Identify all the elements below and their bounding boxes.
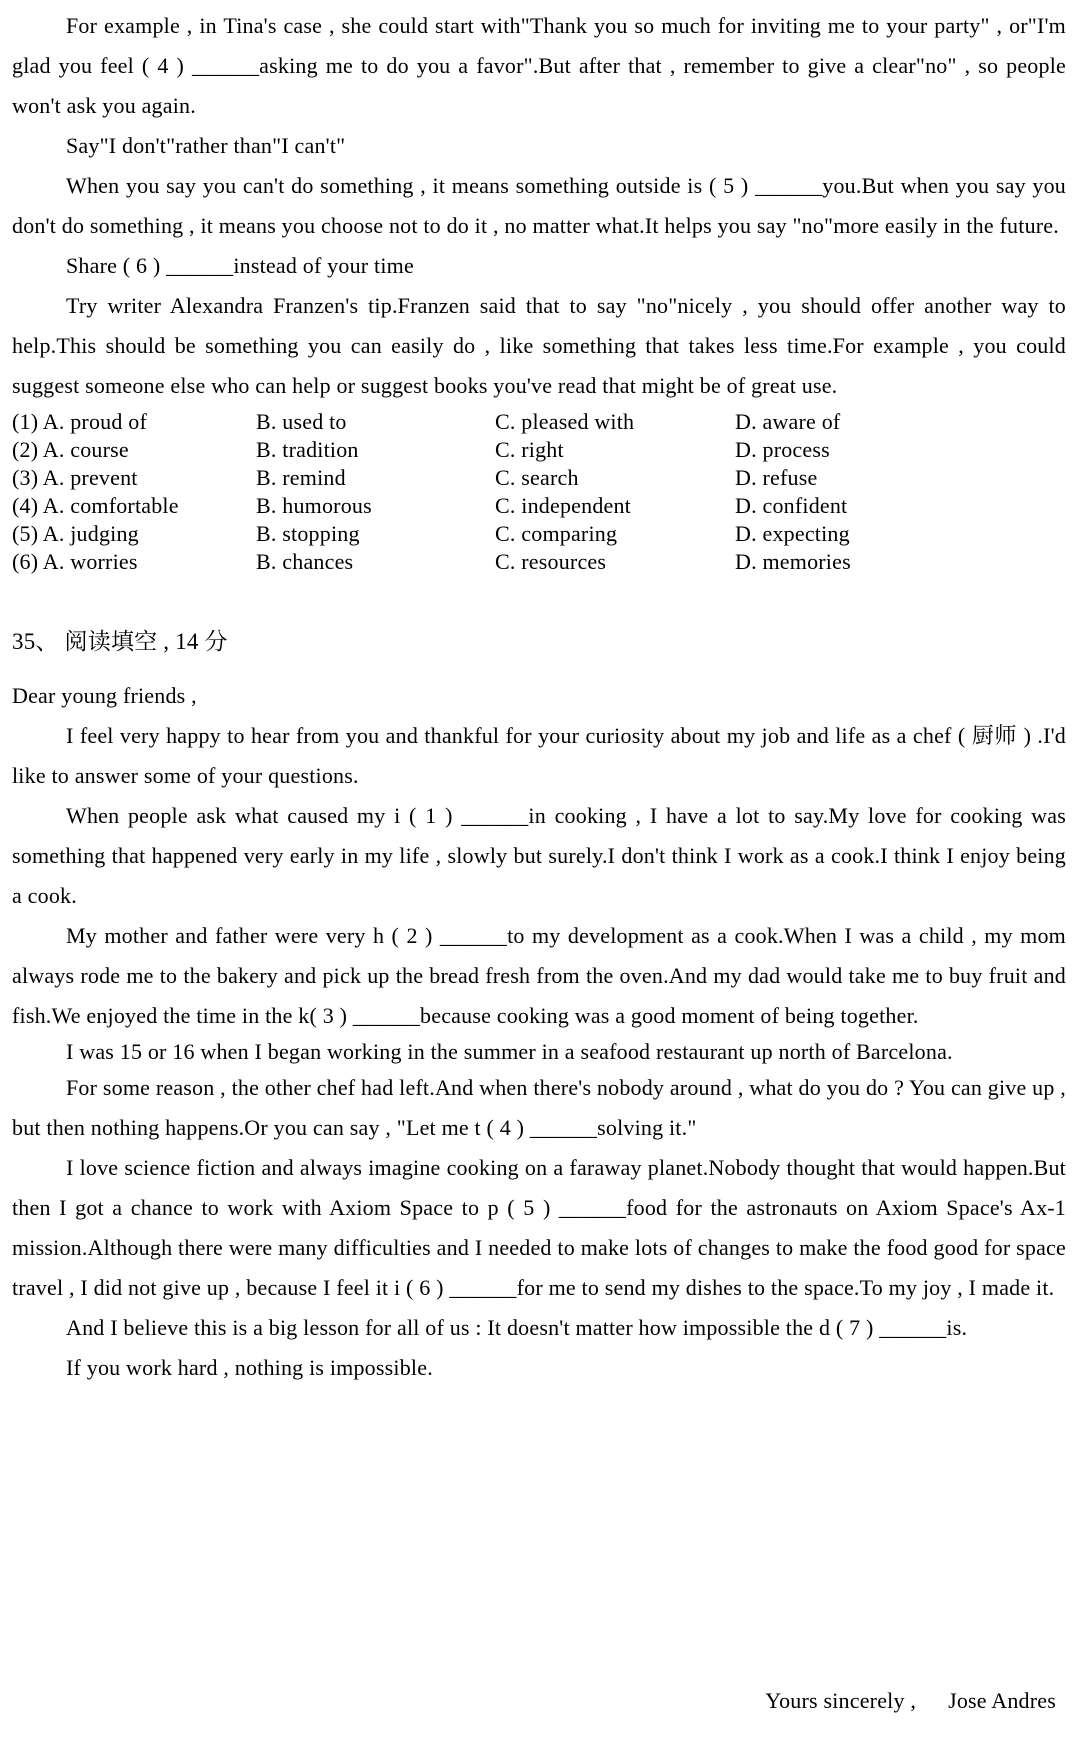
option-cell-b: B. stopping xyxy=(256,521,360,546)
cloze-paragraph: When you say you can't do something , it means something outside is ( 5 ) ______you.But when you say you don't do something , it means you choose not to do it , no matter what.It helps you say "no"more easily in the future. xyxy=(12,173,1066,238)
section-heading: 35、 阅读填空 , 14 分 xyxy=(12,629,228,654)
option-cell-b: B. chances xyxy=(256,549,354,574)
option-cell-d: D. confident xyxy=(735,493,848,518)
option-cell-b: B. humorous xyxy=(256,493,372,518)
option-cell-c: C. right xyxy=(495,437,564,462)
option-cell-c: C. independent xyxy=(495,493,631,518)
option-cell-a: (1) A. proud of xyxy=(12,409,147,434)
letter-paragraph: And I believe this is a big lesson for all of us : It doesn't matter how impossible the d ( 7 ) ______is. xyxy=(66,1315,968,1340)
options-row xyxy=(12,464,1066,492)
options-row xyxy=(12,436,1066,464)
closing-phrase: Yours sincerely , xyxy=(765,1688,917,1713)
reading-fill-section xyxy=(12,676,1066,1388)
cloze-options-table xyxy=(12,408,1066,576)
option-cell-c: C. comparing xyxy=(495,521,618,546)
options-row xyxy=(12,548,1066,576)
cloze-section xyxy=(12,6,1066,576)
option-cell-d: D. expecting xyxy=(735,521,850,546)
letter-paragraph: I love science fiction and always imagine cooking on a faraway planet.Nobody thought that would happen.But then I got a chance to work with Axiom Space to p ( 5 ) ______food for the astronauts on Axiom Space's Ax-1 mission.Although there were many difficulties and I needed to make lots of changes to make the food good for space travel , I did not give up , because I feel it i ( 6 ) ______for me to send my dishes to the space.To my joy , I made it. xyxy=(12,1155,1066,1300)
letter-paragraph: If you work hard , nothing is impossible. xyxy=(66,1355,433,1380)
option-cell-d: D. aware of xyxy=(735,409,841,434)
option-cell-c: C. pleased with xyxy=(495,409,635,434)
option-cell-b: B. used to xyxy=(256,409,347,434)
option-cell-a: (5) A. judging xyxy=(12,521,139,546)
options-row xyxy=(12,408,1066,436)
option-cell-d: D. memories xyxy=(735,549,851,574)
option-cell-b: B. tradition xyxy=(256,437,359,462)
option-cell-b: B. remind xyxy=(256,465,346,490)
option-cell-c: C. search xyxy=(495,465,579,490)
letter-paragraph: When people ask what caused my i ( 1 ) ______in cooking , I have a lot to say.My love for cooking was something that happened very early in my life , slowly but surely.I don't think I work as a cook.I think I enjoy being a cook. xyxy=(12,803,1066,908)
option-cell-a: (2) A. course xyxy=(12,437,129,462)
cloze-paragraph: For example , in Tina's case , she could start with"Thank you so much for inviting me to your party" , or"I'm glad you feel ( 4 ) ______asking me to do you a favor".But after that , remember to give a clear"no" , so people won't ask you again. xyxy=(12,13,1066,118)
letter-paragraph: I was 15 or 16 when I began working in the summer in a seafood restaurant up north of Barcelona. xyxy=(66,1039,953,1064)
option-cell-d: D. refuse xyxy=(735,465,818,490)
cloze-paragraph: Say"I don't"rather than"I can't" xyxy=(66,133,346,158)
salutation: Dear young friends , xyxy=(12,683,197,708)
option-cell-a: (3) A. prevent xyxy=(12,465,138,490)
cloze-paragraph: Share ( 6 ) ______instead of your time xyxy=(66,253,414,278)
option-cell-d: D. process xyxy=(735,437,830,462)
option-cell-c: C. resources xyxy=(495,549,607,574)
option-cell-a: (6) A. worries xyxy=(12,549,138,574)
cloze-paragraph: Try writer Alexandra Franzen's tip.Franzen said that to say "no"nicely , you should offer another way to help.This should be something you can easily do , like something that takes less time.For example , you could suggest someone else who can help or suggest books you've read that might be of great use. xyxy=(12,293,1066,398)
option-cell-a: (4) A. comfortable xyxy=(12,493,179,518)
options-row xyxy=(12,492,1066,520)
options-row xyxy=(12,520,1066,548)
letter-paragraph: I feel very happy to hear from you and thankful for your curiosity about my job and life as a chef ( 厨师 ) .I'd like to answer some of your questions. xyxy=(12,723,1066,788)
signer-name: Jose Andres xyxy=(948,1688,1056,1713)
signature-line xyxy=(12,1681,1066,1751)
letter-paragraph: My mother and father were very h ( 2 ) ______to my development as a cook.When I was a child , my mom always rode me to the bakery and pick up the bread fresh from the oven.And my dad would take me to buy fruit and fish.We enjoyed the time in the k( 3 ) ______because cooking was a good moment of being together. xyxy=(12,923,1066,1028)
letter-paragraph: For some reason , the other chef had left.And when there's nobody around , what do you do ? You can give up , but then nothing happens.Or you can say , "Let me t ( 4 ) ______solving it." xyxy=(12,1075,1066,1140)
